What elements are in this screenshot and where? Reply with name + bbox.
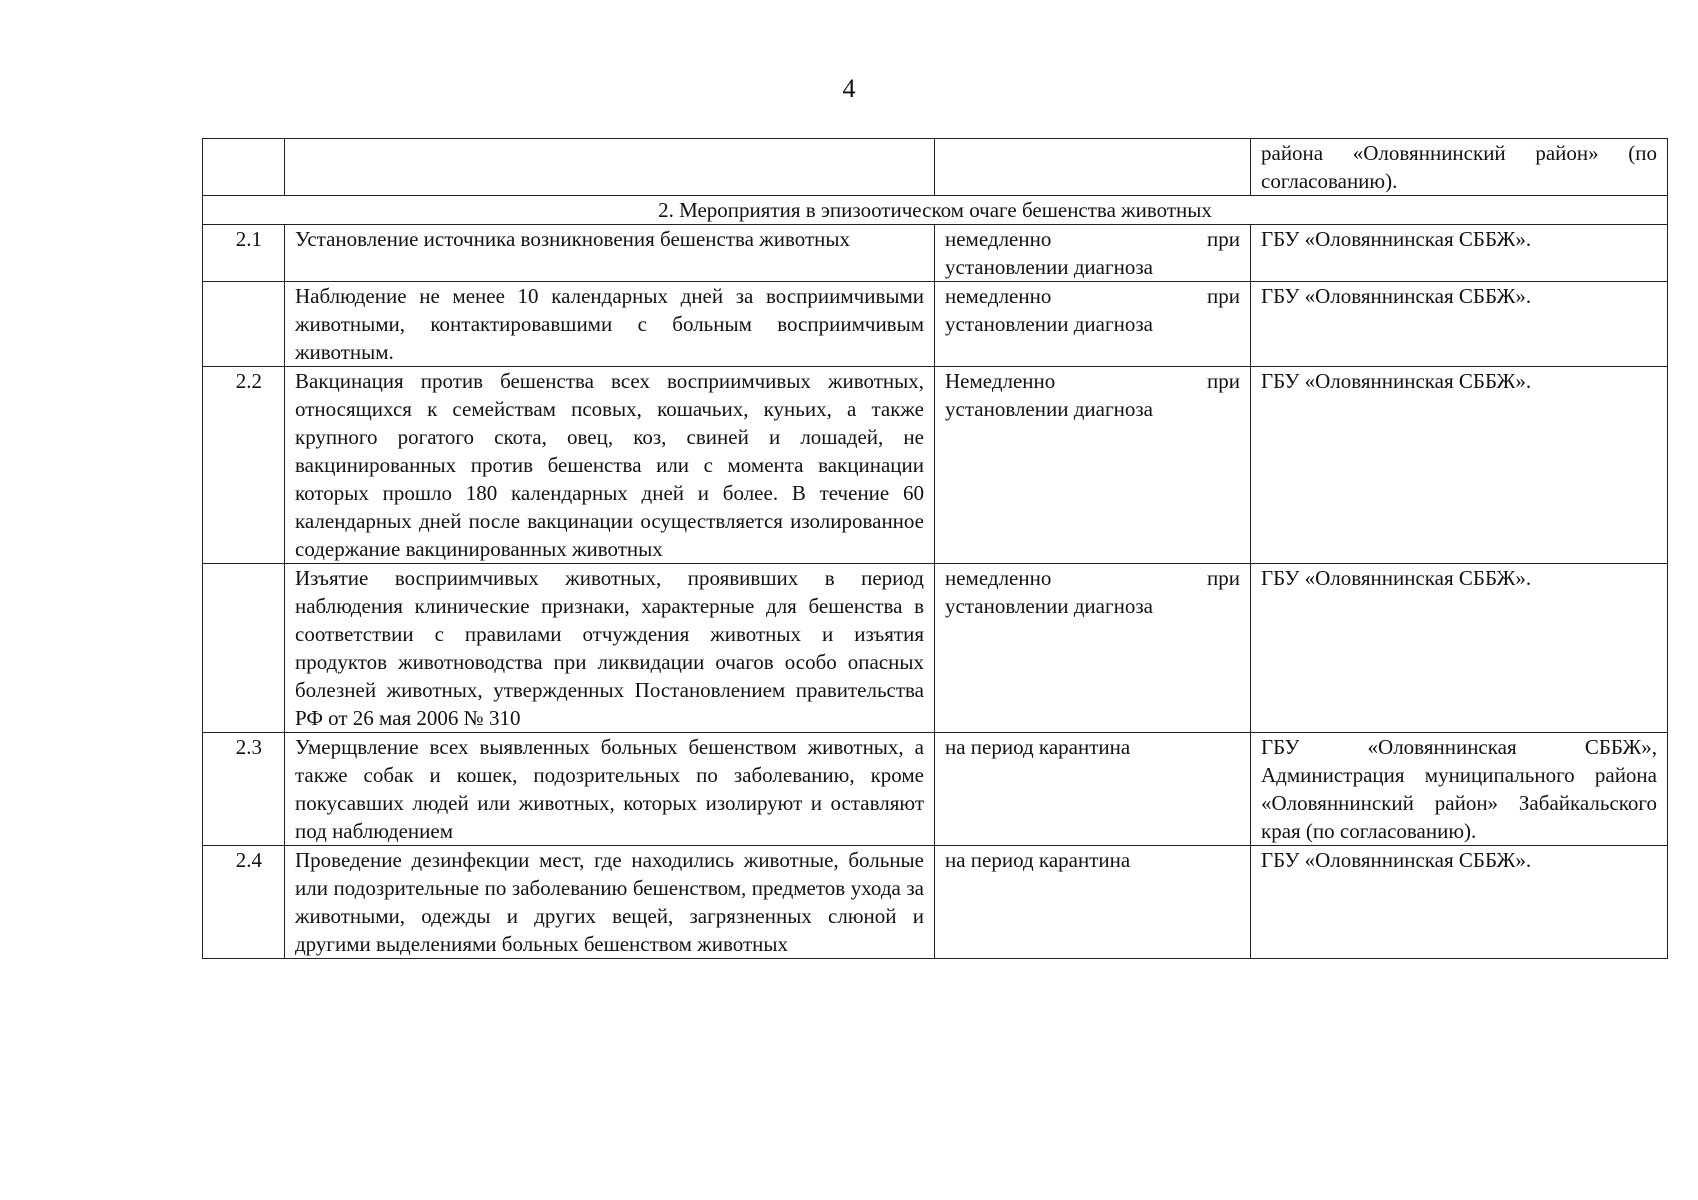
row-number: 2.1 [203,225,285,282]
row-action: Проведение дезинфекции мест, где находились животные, больные или подозрительные по заболеванию бешенством, предметов ухода за животными, одежды и других вещей, загрязненных слюной и другими выделениями больных бешенством животных [285,846,935,959]
row-term [935,225,1251,282]
row-action: Установление источника возникновения бешенства животных [285,225,935,282]
row-responsible: ГБУ «Оловяннинская СББЖ». [1251,367,1668,564]
table-row [203,367,1668,564]
row-action [285,139,935,196]
term-word: на период карантина [945,848,1131,872]
table-row [203,282,1668,367]
term-rest: установлении диагноза [945,594,1153,618]
row-responsible: ГБУ «Оловяннинская СББЖ». [1251,846,1668,959]
row-term [935,139,1251,196]
row-term [935,564,1251,733]
row-responsible: района «Оловяннинский район» (по согласованию). [1251,139,1668,196]
row-term [935,846,1251,959]
row-action: Изъятие восприимчивых животных, проявивших в период наблюдения клинические признаки, характерные для бешенства в соответствии с правилами отчуждения животных и изъятия продуктов животноводства при ликвидации очагов особо опасных болезней животных, утвержденных Постановлением правительства РФ от 26 мая 2006 № 310 [285,564,935,733]
term-word: немедленно [945,284,1052,308]
term-pri: при [1207,566,1240,590]
table-row [203,733,1668,846]
term-rest: установлении диагноза [945,312,1153,336]
section-header-row [203,196,1668,225]
row-action: Умерщвление всех выявленных больных бешенством животных, а также собак и кошек, подозрительных по заболеванию, кроме покусавших людей или животных, которых изолируют и оставляют под наблюдением [285,733,935,846]
term-word: на период карантина [945,735,1131,759]
term-pri: при [1207,284,1240,308]
section-title: 2. Мероприятия в эпизоотическом очаге бешенства животных [203,196,1668,225]
table-row-continuation [203,139,1668,196]
table-row [203,846,1668,959]
table-row [203,564,1668,733]
row-number: 2.2 [203,367,285,564]
term-pri: при [1207,369,1240,393]
row-number: 2.4 [203,846,285,959]
row-term [935,282,1251,367]
row-number [203,139,285,196]
row-responsible: ГБУ «Оловяннинская СББЖ». [1251,282,1668,367]
term-word: немедленно [945,566,1052,590]
term-word: немедленно [945,227,1052,251]
row-term [935,367,1251,564]
row-term [935,733,1251,846]
row-responsible: ГБУ «Оловяннинская СББЖ», Администрация муниципального района «Оловяннинский район» Забайкальского края (по согласованию). [1251,733,1668,846]
row-number [203,282,285,367]
row-responsible: ГБУ «Оловяннинская СББЖ». [1251,564,1668,733]
row-responsible: ГБУ «Оловяннинская СББЖ». [1251,225,1668,282]
term-rest: установлении диагноза [945,397,1153,421]
term-pri: при [1207,227,1240,251]
table-row [203,225,1668,282]
measures-table [202,138,1668,959]
row-action: Наблюдение не менее 10 календарных дней за восприимчивыми животными, контактировавшими с больным восприимчивым животным. [285,282,935,367]
row-number: 2.3 [203,733,285,846]
row-action: Вакцинация против бешенства всех восприимчивых животных, относящихся к семействам псовых, кошачьих, куньих, а также крупного рогатого скота, овец, коз, свиней и лошадей, не вакцинированных против бешенства или с момента вакцинации которых прошло 180 календарных дней и более. В течение 60 календарных дней после вакцинации осуществляется изолированное содержание вакцинированных животных [285,367,935,564]
page-number: 4 [842,74,856,103]
row-number [203,564,285,733]
term-word: Немедленно [945,369,1056,393]
term-rest: установлении диагноза [945,255,1153,279]
